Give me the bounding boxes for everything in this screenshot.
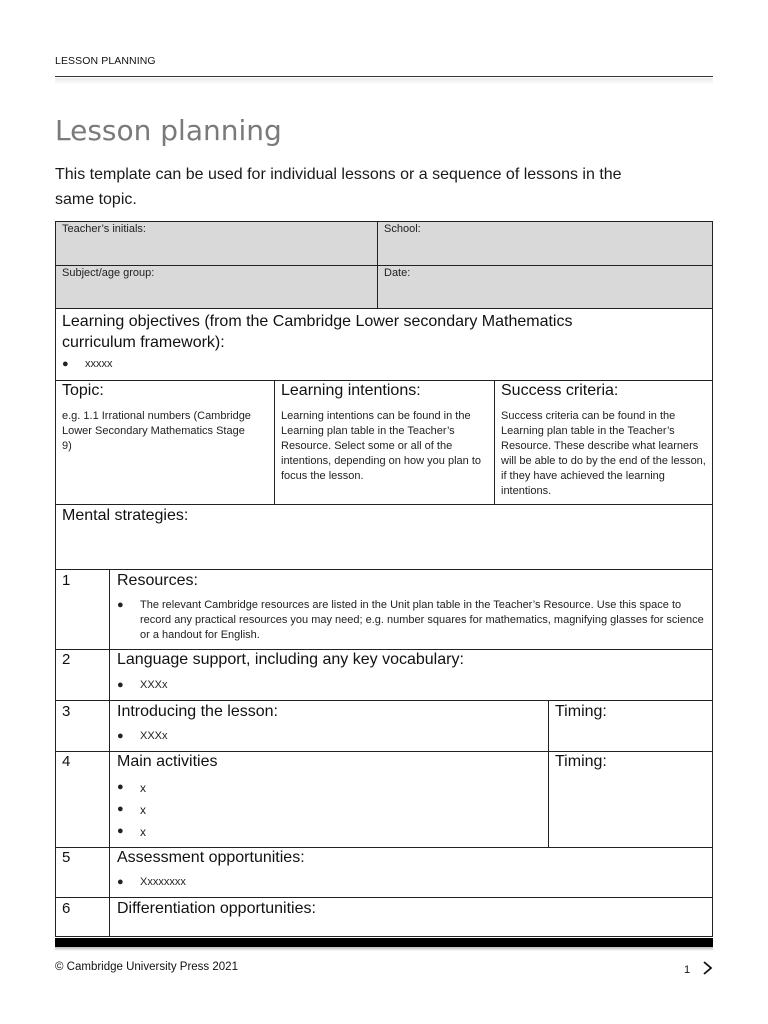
teacher-initials-field[interactable] — [55, 221, 378, 266]
topic-cell — [55, 380, 275, 505]
language-support-heading: Language support, including any key vocabulary: — [117, 651, 464, 668]
subject-age-label: Subject/age group: — [62, 267, 155, 279]
bullet-icon: ● — [117, 876, 124, 888]
copyright-text: © Cambridge University Press 2021 — [55, 961, 238, 973]
subject-age-field[interactable] — [55, 265, 378, 309]
bullet-icon: ● — [117, 803, 124, 815]
row-number-cell: 2 — [55, 649, 110, 701]
running-header: LESSON PLANNING — [55, 55, 156, 67]
page-title: Lesson planning — [55, 114, 282, 147]
resources-heading: Resources: — [117, 572, 198, 589]
intro-text: This template can be used for individual lessons or a sequence of lessons in the same topic. — [55, 166, 622, 208]
assessment-heading: Assessment opportunities: — [117, 849, 305, 866]
timing-label: Timing: — [555, 753, 607, 770]
bullet-icon: ● — [117, 679, 124, 691]
header-shadow — [55, 78, 713, 84]
bullet-icon: ● — [117, 599, 124, 611]
success-criteria-text: Success criteria can be found in the Learning plan table in the Teacher’s Resource. These describe what learners will be able to do by the end of the lesson, if they have achieved the learning intentions. — [501, 410, 706, 497]
teacher-initials-label: Teacher’s initials: — [62, 223, 146, 235]
row-number-cell: 3 — [55, 700, 110, 752]
row-number-cell: 5 — [55, 847, 110, 898]
introducing-lesson-heading: Introducing the lesson: — [117, 703, 278, 720]
mental-strategies-section — [55, 504, 713, 570]
mental-strategies-heading: Mental strategies: — [62, 507, 189, 524]
topic-text: e.g. 1.1 Irrational numbers (Cambridge Lower Secondary Mathematics Stage 9) — [62, 410, 251, 452]
row-number-cell: 6 — [55, 897, 110, 937]
bullet-icon: ● — [62, 358, 69, 370]
chevron-right-icon[interactable] — [700, 960, 714, 976]
success-criteria-cell — [494, 380, 713, 505]
date-label: Date: — [384, 267, 411, 279]
row-number-cell: 4 — [55, 751, 110, 848]
date-field[interactable] — [377, 265, 713, 309]
differentiation-cell — [109, 897, 713, 937]
timing-cell — [548, 700, 713, 752]
page-number: 1 — [684, 964, 691, 976]
main-activities-cell: Main activities ● x ● x ● x — [109, 751, 549, 848]
school-field[interactable] — [377, 221, 713, 266]
school-label: School: — [384, 223, 421, 235]
header-divider — [55, 76, 713, 77]
topic-heading: Topic: — [62, 382, 104, 399]
bullet-icon: ● — [117, 825, 124, 837]
assessment-cell: Assessment opportunities: ● Xxxxxxxx — [109, 847, 713, 898]
footer-bar — [55, 938, 713, 947]
footer-shadow — [55, 947, 713, 951]
main-activities-heading: Main activities — [117, 753, 218, 770]
learning-objectives-section: Learning objectives (from the Cambridge Lower secondary Mathematics curriculum framework): ● xxxxx — [55, 308, 713, 381]
learning-intentions-text: Learning intentions can be found in the Learning plan table in the Teacher’s Resource. Select some or all of the intentions, depending on how you plan to focus the lesson. — [281, 410, 481, 482]
bullet-icon: ● — [117, 730, 124, 742]
language-support-cell: Language support, including any key vocabulary: ● XXXx — [109, 649, 713, 701]
bullet-icon: ● — [117, 781, 124, 793]
success-criteria-heading: Success criteria: — [501, 382, 619, 399]
timing-cell — [548, 751, 713, 848]
learning-intentions-heading: Learning intentions: — [281, 382, 421, 399]
resources-cell: Resources: ● The relevant Cambridge resources are listed in the Unit plan table in the Teacher’s Resource. Use this space to record any practical resources you may need; e.g. number squares for mathematics, magnifying glasses for science or a handout for English. — [109, 569, 713, 650]
differentiation-heading: Differentiation opportunities: — [117, 900, 316, 917]
learning-objectives-heading: Learning objectives (from the Cambridge Lower secondary Mathematics curriculum framework): — [62, 313, 573, 351]
introducing-lesson-cell: Introducing the lesson: ● XXXx — [109, 700, 549, 752]
timing-label: Timing: — [555, 703, 607, 720]
row-number-cell: 1 — [55, 569, 110, 650]
learning-intentions-cell — [274, 380, 495, 505]
